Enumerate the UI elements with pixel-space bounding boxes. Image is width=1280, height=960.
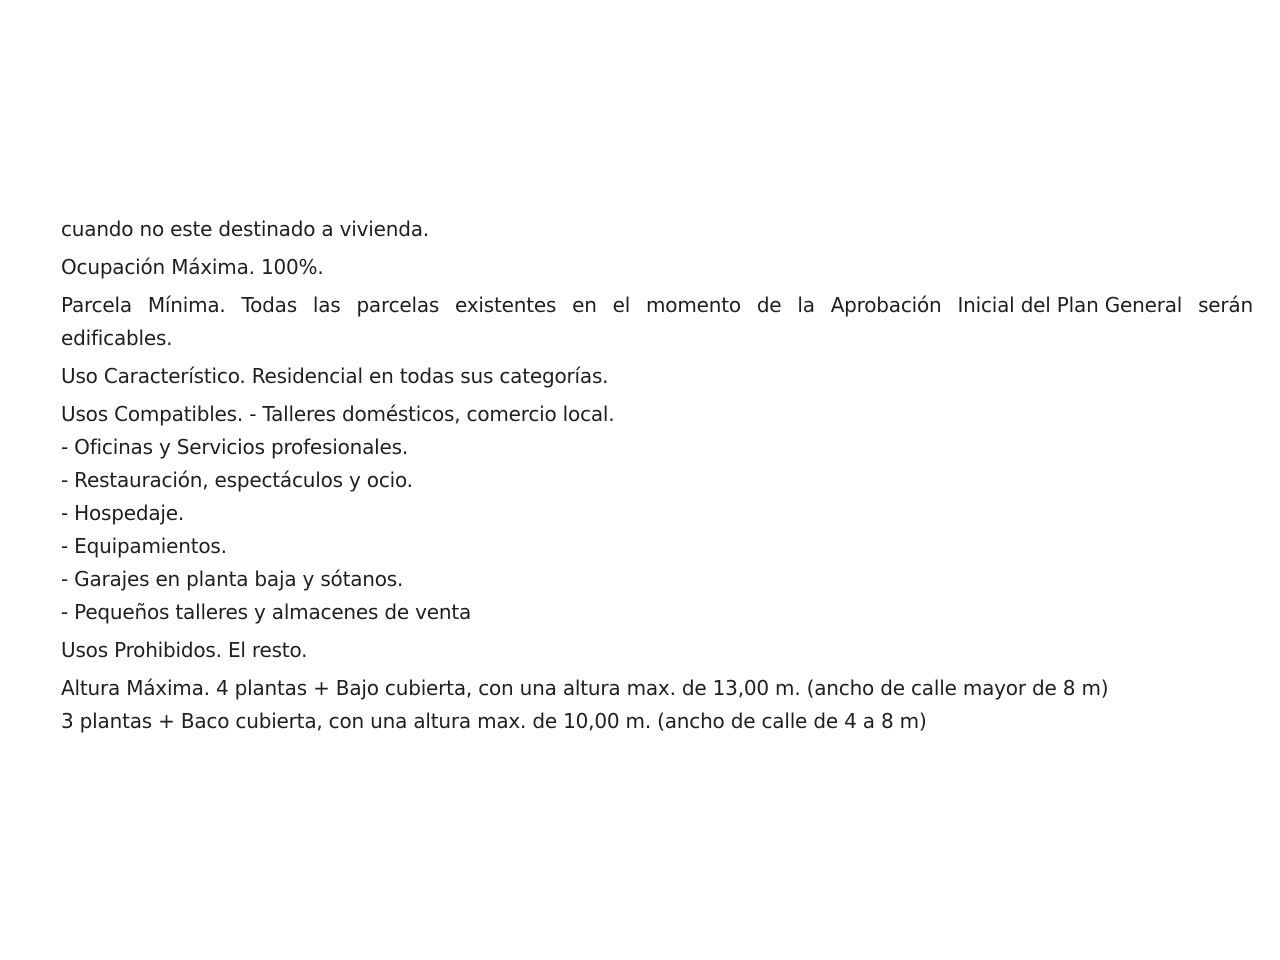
text-line: Usos Compatibles. - Talleres domésticos, comercio local. [61,402,615,426]
word: Aprobación [830,293,942,317]
document-text [61,213,1253,738]
list-item: - Pequeños talleres y almacenes de venta [61,600,472,624]
text-line: 3 plantas + Baco cubierta, con una altura max. de 10,00 m. (ancho de calle de 4 a 8 m) [61,709,927,733]
word: Mínima. [147,293,226,317]
word: Parcela [61,293,132,317]
word: parcelas [356,293,440,317]
word: las [312,293,341,317]
text-line: cuando no este destinado a vivienda. [61,217,429,241]
word: serán [1198,293,1253,317]
word: la [797,293,815,317]
word: Inicial del Plan General [957,293,1183,317]
list-item: - Hospedaje. [61,501,185,525]
list-item: - Oficinas y Servicios profesionales. [61,435,408,459]
word: en [572,293,597,317]
text-line: Usos Prohibidos. El resto. [61,638,308,662]
text-line: Altura Máxima. 4 plantas + Bajo cubierta, con una altura max. de 13,00 m. (ancho de calle mayor de 8 m) [61,676,1109,700]
list-item: - Restauración, espectáculos y ocio. [61,468,413,492]
justified-text-line [61,289,1253,322]
word: Todas [241,293,297,317]
text-line: Uso Característico. Residencial en todas sus categorías. [61,364,609,388]
word: existentes [455,293,557,317]
list-item: - Equipamientos. [61,534,227,558]
list-item: - Garajes en planta baja y sótanos. [61,567,404,591]
word: momento [646,293,741,317]
word: el [612,293,631,317]
text-line: edificables. [61,326,173,350]
text-line: Ocupación Máxima. 100%. [61,255,324,279]
word: de [756,293,782,317]
